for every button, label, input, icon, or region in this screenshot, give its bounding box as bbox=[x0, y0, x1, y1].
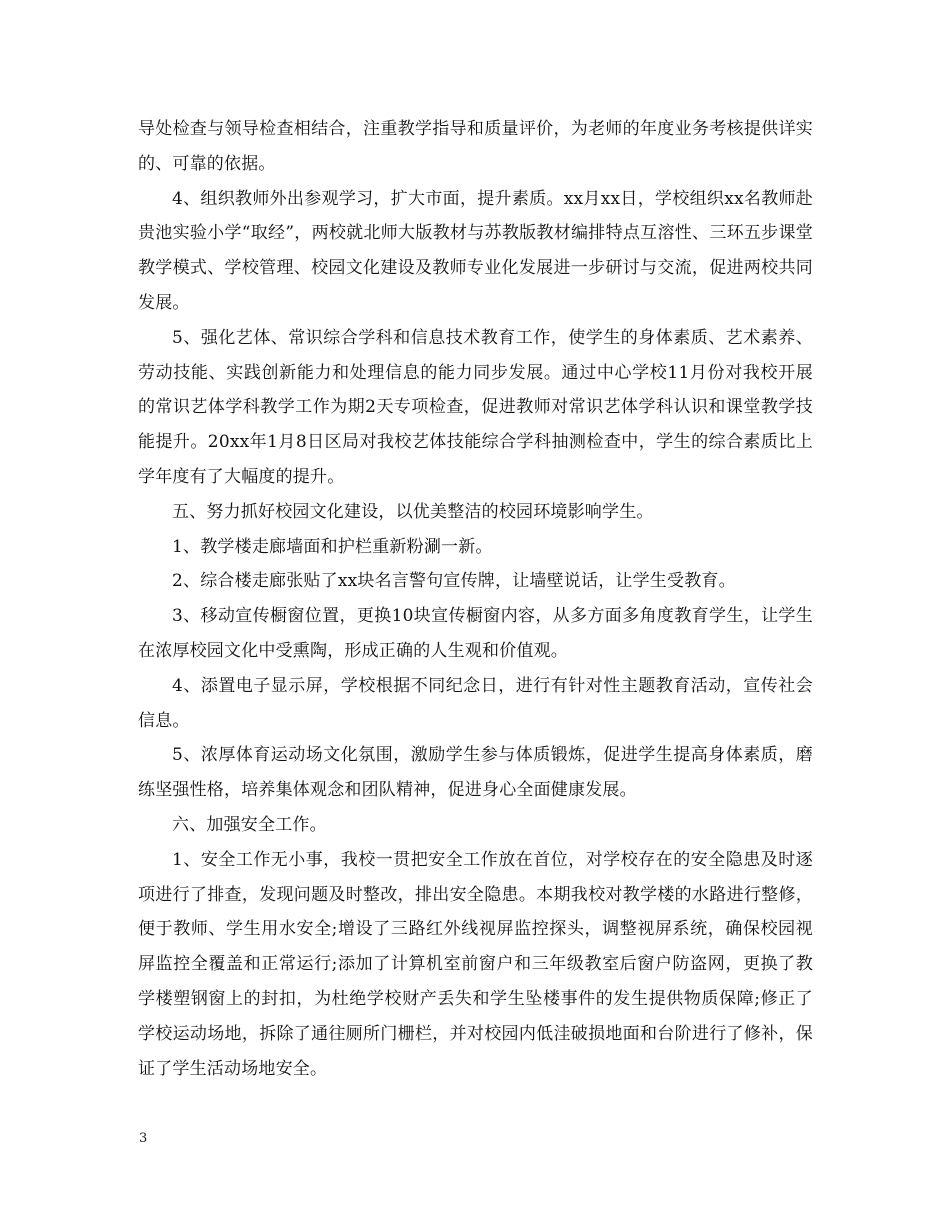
page-number: 3 bbox=[139, 1131, 148, 1146]
paragraph-campus-item-3: 3、移动宣传橱窗位置，更换10块宣传橱窗内容，从多方面多角度教育学生，让学生在浓厚校园文化中受熏陶，形成正确的人生观和价值观。 bbox=[138, 606, 813, 661]
section-heading-campus-culture: 五、努力抓好校园文化建设，以优美整洁的校园环境影响学生。 bbox=[172, 501, 654, 522]
paragraph-campus-item-5: 5、浓厚体育运动场文化氛围，激励学生参与体质锻炼，促进学生提高身体素质，磨练坚强性格，培养集体观念和团队精神，促进身心全面健康发展。 bbox=[138, 745, 813, 801]
paragraph-continuation: 导处检查与领导检查相结合，注重教学指导和质量评价，为老师的年度业务考核提供详实的、可靠的依据。 bbox=[138, 119, 813, 174]
paragraph-safety-item-1: 1、安全工作无小事，我校一贯把安全工作放在首位，对学校存在的安全隐患及时逐项进行了排查，发现问题及时整改，排出安全隐患。本期我校对教学楼的水路进行整修，便于教师、学生用水安全;增设了三路红外线视屏监控探头，调整视屏系统，确保校园视屏监控全覆盖和正常运行;添加了计算机室前窗户和三年级教室后窗户防盗网，更换了教学楼塑钢窗上的封扣，为杜绝学校财产丢失和学生坠楼事件的发生提供物质保障;修正了学校运动场地，拆除了通往厕所门栅栏，并对校园内低洼破损地面和台阶进行了修补，保证了学生活动场地安全。 bbox=[138, 849, 813, 1079]
paragraph-campus-item-2: 2、综合楼走廊张贴了xx块名言警句宣传牌，让墙壁说话，让学生受教育。 bbox=[172, 571, 736, 592]
paragraph-campus-item-1: 1、教学楼走廊墙面和护栏重新粉涮一新。 bbox=[172, 536, 493, 557]
paragraph-item-4-study-visit: 4、组织教师外出参观学习，扩大市面，提升素质。xx月xx日，学校组织xx名教师赴贵池实验小学“取经”，两校就北师大版教材与苏教版教材编排特点互溶性、三环五步课堂教学模式、学校管理、校园文化建设及教师专业化发展进一步研讨与交流，促进两校共同发展。 bbox=[138, 188, 813, 313]
document-body bbox=[138, 112, 813, 1086]
paragraph-item-5-arts-education: 5、强化艺体、常识综合学科和信息技术教育工作，使学生的身体素质、艺术素养、劳动技能、实践创新能力和处理信息的能力同步发展。通过中心学校11月份对我校开展的常识艺体学科教学工作为期2天专项检查，促进教师对常识艺体学科认识和课堂教学技能提升。20xx年1月8日区局对我校艺体技能综合学科抽测检查中，学生的综合素质比上学年度有了大幅度的提升。 bbox=[138, 327, 813, 487]
paragraph-campus-item-4: 4、添置电子显示屏，学校根据不同纪念日，进行有针对性主题教育活动，宣传社会信息。 bbox=[138, 675, 813, 731]
section-heading-safety: 六、加强安全工作。 bbox=[172, 814, 327, 835]
